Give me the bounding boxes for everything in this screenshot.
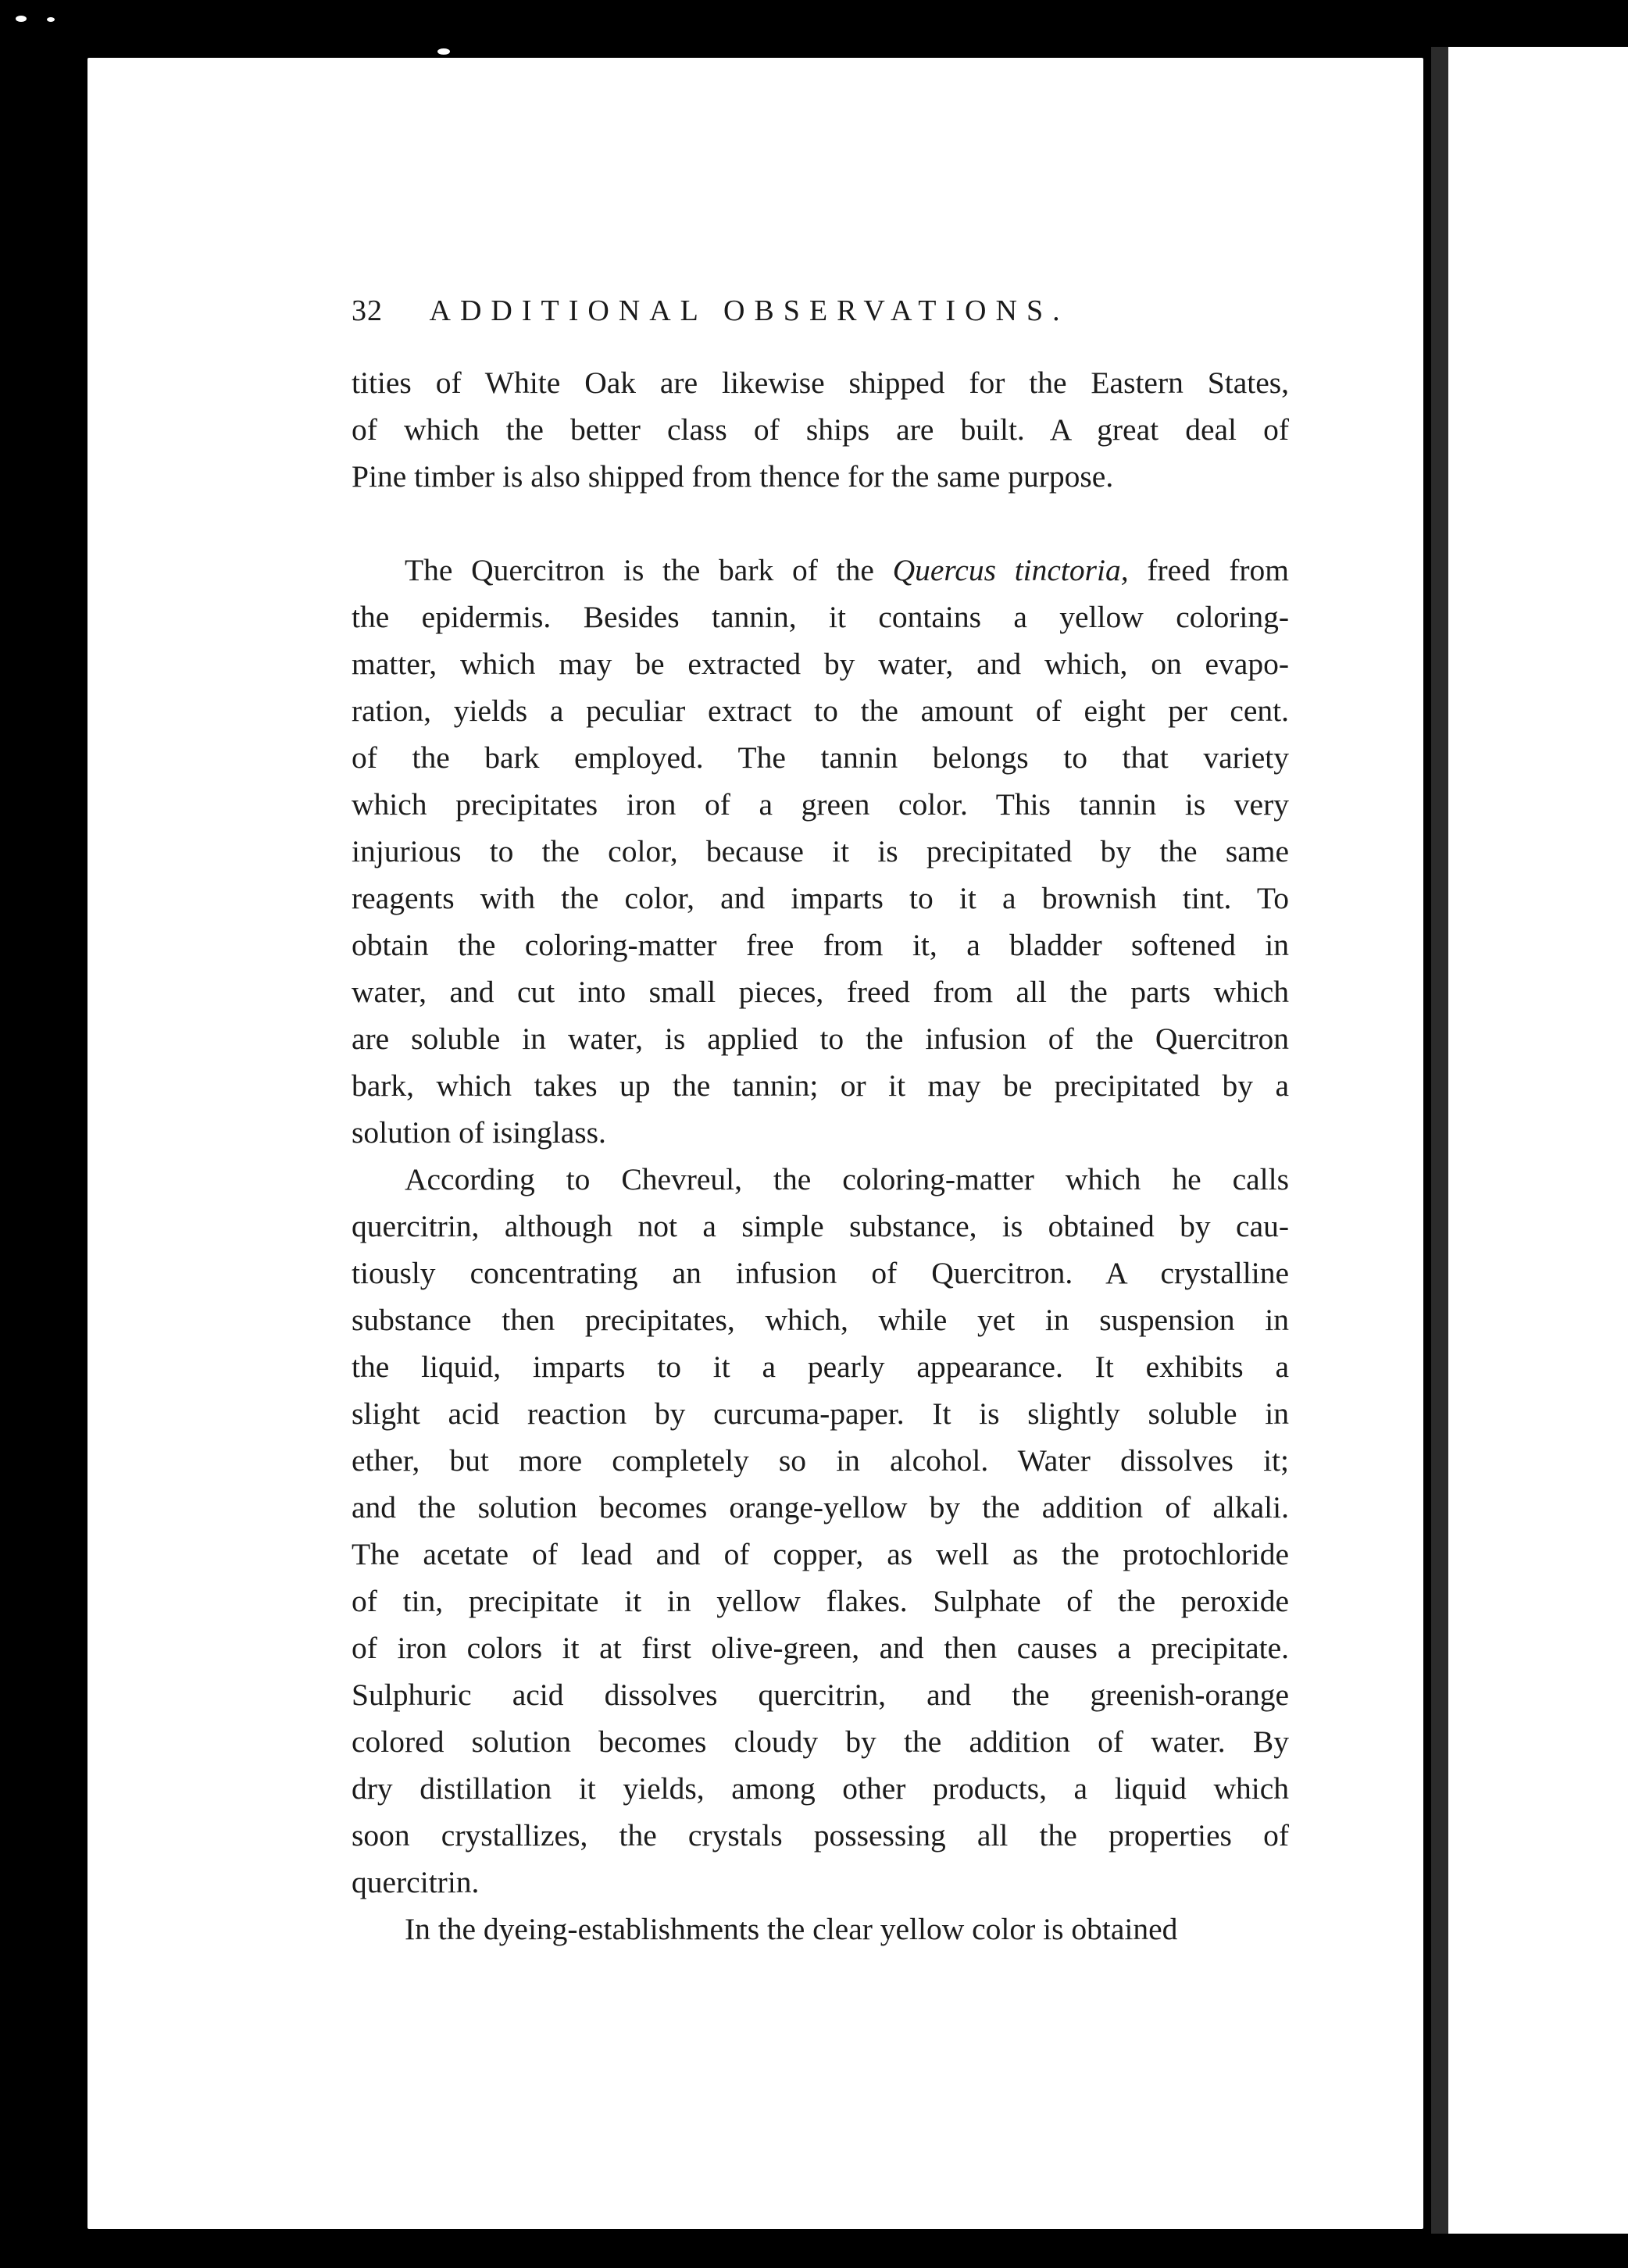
scan-speck bbox=[437, 48, 450, 55]
paragraph-4 bbox=[352, 1906, 1289, 1952]
species-name: Quercus tinctoria, bbox=[892, 553, 1129, 587]
text-line: which precipitates iron of a green color. This tannin is very bbox=[352, 787, 1289, 822]
text-line: soon crystallizes, the crystals possessing all the properties of bbox=[352, 1818, 1289, 1853]
running-head bbox=[352, 287, 1289, 334]
text-line: injurious to the color, because it is precipitated by the same bbox=[352, 834, 1289, 868]
text-line: The acetate of lead and of copper, as well as the protochloride bbox=[352, 1537, 1289, 1571]
scan-speck bbox=[16, 16, 27, 22]
text-run: freed from bbox=[1128, 553, 1289, 587]
text-line: of which the better class of ships are built. A great deal of bbox=[352, 412, 1289, 447]
text-line: water, and cut into small pieces, freed from all the parts which bbox=[352, 975, 1289, 1009]
text-line: the liquid, imparts to it a pearly appearance. It exhibits a bbox=[352, 1350, 1289, 1384]
text-line: In the dyeing-establishments the clear yellow color is obtained bbox=[405, 1912, 1178, 1946]
text-line: obtain the coloring-matter free from it, a bladder softened in bbox=[352, 928, 1289, 962]
text-line: ether, but more completely so in alcohol. Water dissolves it; bbox=[352, 1443, 1289, 1478]
text-line: are soluble in water, is applied to the infusion of the Quercitron bbox=[352, 1022, 1289, 1056]
text-line: and the solution becomes orange-yellow by the addition of alkali. bbox=[352, 1490, 1289, 1524]
text-line: substance then precipitates, which, while yet in suspension in bbox=[352, 1303, 1289, 1337]
facing-page-edge bbox=[1431, 47, 1628, 2234]
text-line: reagents with the color, and imparts to it a brownish tint. To bbox=[352, 881, 1289, 915]
text-line: of the bark employed. The tannin belongs to that variety bbox=[352, 740, 1289, 775]
scan-speck bbox=[47, 17, 55, 22]
page-number: 32 bbox=[352, 294, 383, 327]
text-line: quercitrin. bbox=[352, 1865, 480, 1899]
text-line: solution of isinglass. bbox=[352, 1115, 606, 1150]
text-run: The Quercitron is the bark of the bbox=[405, 553, 893, 587]
text-line: matter, which may be extracted by water, and which, on evapo- bbox=[352, 647, 1289, 681]
body-text bbox=[352, 359, 1289, 1952]
page-gutter-shadow bbox=[1431, 47, 1448, 2234]
text-line: Sulphuric acid dissolves quercitrin, and the greenish-orange bbox=[352, 1678, 1289, 1712]
text-line: colored solution becomes cloudy by the addition of water. By bbox=[352, 1724, 1289, 1759]
text-line: dry distillation it yields, among other products, a liquid which bbox=[352, 1771, 1289, 1806]
text-line: of tin, precipitate it in yellow flakes. Sulphate of the peroxide bbox=[352, 1584, 1289, 1618]
text-line: the epidermis. Besides tannin, it contains a yellow coloring- bbox=[352, 600, 1289, 634]
text-line: bark, which takes up the tannin; or it may be precipitated by a bbox=[352, 1068, 1289, 1103]
paragraph-1 bbox=[352, 359, 1289, 500]
text-line: of iron colors it at first olive-green, and then causes a precipitate. bbox=[352, 1631, 1289, 1665]
text-line bbox=[352, 547, 1289, 594]
text-line: ration, yields a peculiar extract to the amount of eight per cent. bbox=[352, 694, 1289, 728]
paragraph-gap bbox=[352, 500, 1289, 547]
text-line: tiously concentrating an infusion of Quercitron. A crystalline bbox=[352, 1256, 1289, 1290]
paragraph-2 bbox=[352, 547, 1289, 1156]
text-line: tities of White Oak are likewise shipped for the Eastern States, bbox=[352, 366, 1289, 400]
running-title: ADDITIONAL OBSERVATIONS. bbox=[429, 294, 1069, 327]
text-line: slight acid reaction by curcuma-paper. It is slightly soluble in bbox=[352, 1396, 1289, 1431]
text-line: Pine timber is also shipped from thence for the same purpose. bbox=[352, 459, 1114, 494]
paragraph-3 bbox=[352, 1156, 1289, 1906]
text-line: According to Chevreul, the coloring-matter which he calls bbox=[405, 1162, 1289, 1196]
text-line: quercitrin, although not a simple substance, is obtained by cau- bbox=[352, 1209, 1289, 1243]
